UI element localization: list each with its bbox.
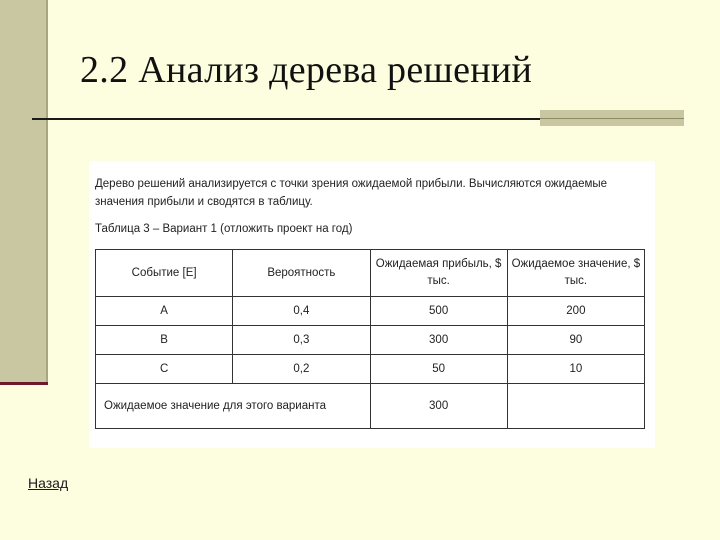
header-expected-profit: Ожидаемая прибыль, $ тыс. — [370, 250, 507, 297]
cell-value: 10 — [507, 355, 644, 384]
cell-value: 90 — [507, 326, 644, 355]
cell-profit: 50 — [370, 355, 507, 384]
title-divider-block — [540, 110, 684, 126]
cell-probability: 0,2 — [233, 355, 370, 384]
table-row — [96, 355, 645, 384]
table-header-row — [96, 250, 645, 297]
cell-probability: 0,4 — [233, 297, 370, 326]
left-decor-accent — [0, 382, 48, 385]
summary-label: Ожидаемое значение для этого варианта — [96, 384, 371, 429]
summary-value: 300 — [370, 384, 507, 429]
header-probability: Вероятность — [233, 250, 370, 297]
content-panel — [89, 161, 655, 448]
cell-value: 200 — [507, 297, 644, 326]
expected-value-table — [95, 249, 645, 429]
table-summary-row — [96, 384, 645, 429]
table-caption: Таблица 3 – Вариант 1 (отложить проект на год) — [95, 223, 353, 235]
summary-empty-cell — [507, 384, 644, 429]
cell-event: B — [96, 326, 233, 355]
intro-text: Дерево решений анализируется с точки зрения ожидаемой прибыли. Вычисляются ожидаемые значения прибыли и сводятся в таблицу. — [95, 178, 608, 208]
cell-profit: 300 — [370, 326, 507, 355]
table-row — [96, 326, 645, 355]
cell-event: C — [96, 355, 233, 384]
left-decor-line — [46, 0, 48, 384]
slide-title: 2.2 Анализ дерева решений — [80, 49, 533, 91]
left-decor-bar — [0, 0, 46, 384]
table-row — [96, 297, 645, 326]
cell-probability: 0,3 — [233, 326, 370, 355]
cell-profit: 500 — [370, 297, 507, 326]
title-divider — [32, 118, 540, 120]
cell-event: A — [96, 297, 233, 326]
header-expected-value: Ожидаемое значение, $ тыс. — [507, 250, 644, 297]
header-event: Событие [E] — [96, 250, 233, 297]
back-link[interactable]: Назад — [28, 475, 69, 491]
